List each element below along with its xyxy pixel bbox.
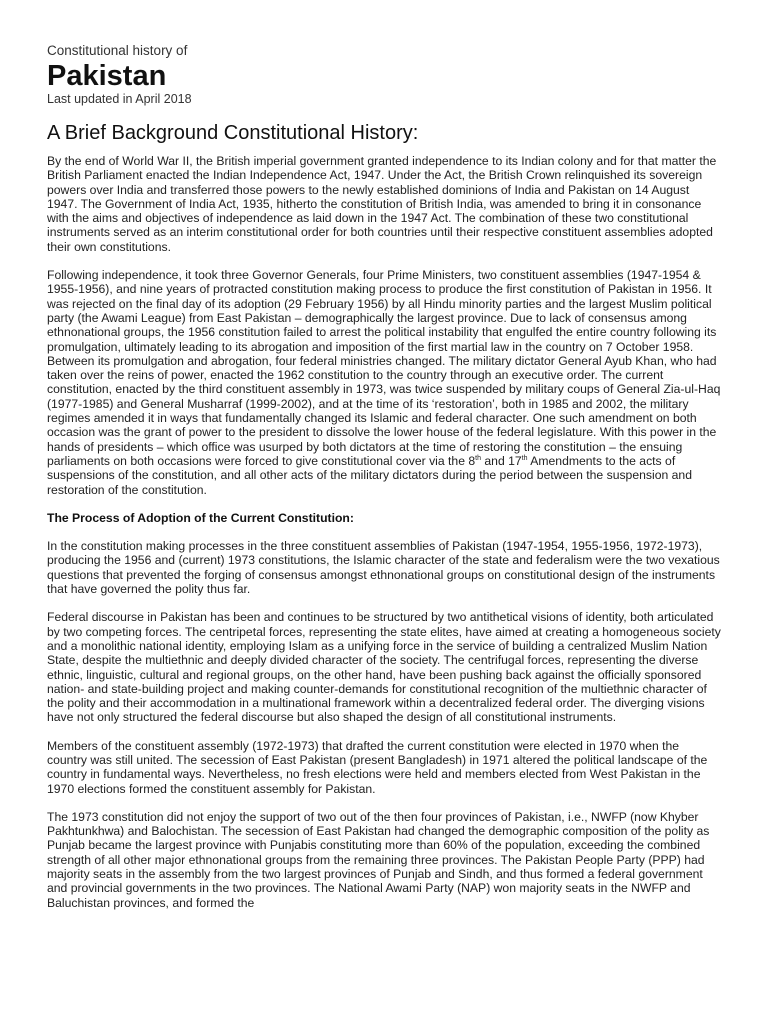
section-heading: A Brief Background Constitutional History:	[47, 122, 419, 144]
paragraph-4: Federal discourse in Pakistan has been and continues to be structured by two antithetical visions of identity, both articulated by two competing forces. The centripetal forces, representing the state elites, have aimed at creating a homogeneous society and a monolithic national identity, employing Islam as a unifying force in the service of building a centralized Muslim Nation State, despite the multiethnic and deeply divided character of the society. The centrifugal forces, representing the diverse ethnic, linguistic, cultural and regional groups, on the other hand, have been pushing back against the officially sponsored nation- and state-building project and making counter-demands for constitutional recognition of the multiethnic character of the polity and their accommodation in a multinational framework within a decentralized federal order. The diverging visions have not only structured the federal discourse but also shaped the design of all constitutional instruments.	[47, 610, 721, 725]
paragraph-2-part-c: Amendments to the acts of suspensions of the constitution, and all other acts of the military dictators during the period between the suspension and restoration of the constitution.	[47, 453, 692, 497]
paragraph-2	[47, 268, 721, 497]
paragraph-1: By the end of World War II, the British imperial government granted independence to its Indian colony and for that matter the British Parliament enacted the Indian Independence Act, 1947. Under the Act, the British Crown relinquished its sovereign powers over India and transferred those powers to the newly established dominions of India and Pakistan on 14 August 1947. The Government of India Act, 1935, hitherto the constitution of British India, was amended to bring it in consonance with the aims and objectives of independence as laid down in the 1947 Act. The combination of these two constitutional instruments served as an interim constitutional order for both countries until their respective constituent assemblies adopted their own constitutions.	[47, 154, 717, 254]
last-updated: Last updated in April 2018	[47, 92, 192, 106]
paragraph-6: The 1973 constitution did not enjoy the support of two out of the then four provinces of Pakistan, i.e., NWFP (now Khyber Pakhtunkhwa) and Balochistan. The secession of East Pakistan had changed the demographic composition of the polity as Punjab became the largest province with Punjabis constituting more than 60% of the population, exceeding the combined strength of all other major ethnonational groups from the remaining three provinces. The Pakistan People Party (PPP) had majority seats in the assembly from the two largest provinces of Punjab and Sindh, and thus formed a federal government and provincial governments in the two provinces. The National Awami Party (NAP) won majority seats in the NWFP and Baluchistan provinces, and formed the	[47, 809, 710, 910]
paragraph-3: In the constitution making processes in the three constituent assemblies of Pakistan (1947-1954, 1955-1956, 1972-1973), producing the 1956 and (current) 1973 constitutions, the Islamic character of the state and federalism were the two vexatious questions that prevented the forging of consensus amongst ethnonational groups on constitutional design of the instruments that have governed the polity thus far.	[47, 539, 720, 597]
document-subtitle: Constitutional history of	[47, 43, 188, 58]
paragraph-2-part-a: Following independence, it took three Governor Generals, four Prime Ministers, two constituent assemblies (1947-1954 & 1955-1956), and nine years of protracted constitution making process to produce the first constitution of Pakistan in 1956. It was rejected on the final day of its adoption (29 February 1956) by all Hindu minority parties and the largest Muslim political party (the Awami League) from East Pakistan – demographically the largest province. Due to lack of consensus among ethnonational groups, the 1956 constitution failed to arrest the political instability that engulfed the entire country following its promulgation, ultimately leading to its abrogation and imposition of the first martial law in the country on 7 October 1958. Between its promulgation and abrogation, four federal ministries changed. The military dictator General Ayub Khan, who had taken over the reins of power, enacted the 1962 constitution to the country through an executive order. The current constitution, enacted by the third constituent assembly in 1973, was twice suspended by military coups of General Zia-ul-Haq (1977-1985) and General Musharraf (1999-2002), and at the time of its ‘restoration’, both in 1985 and 2002, the military regimes amended it in ways that fundamentally changed its Islamic and federal character. One such amendment on both occasion was the grant of power to the president to dissolve the lower house of the federal legislature. With this power in the hands of presidents – which office was usurped by both dictators at the time of restoring the constitution – the ensuing parliaments on both occasions were forced to give constitutional cover via the 8	[47, 268, 721, 468]
adoption-process-heading: The Process of Adoption of the Current Constitution:	[47, 510, 354, 525]
paragraph-5: Members of the constituent assembly (1972-1973) that drafted the current constitution were elected in 1970 when the country was still united. The secession of East Pakistan (present Bangladesh) in 1971 altered the political landscape of the country in fundamental ways. Nevertheless, no fresh elections were held and members elected from West Pakistan in the 1970 elections formed the constituent assembly for Pakistan.	[47, 738, 708, 796]
ordinal-suffix-8th: th	[475, 454, 481, 462]
document-title: Pakistan	[47, 60, 167, 92]
ordinal-suffix-17th: th	[521, 454, 528, 462]
paragraph-2-part-b: and 17	[481, 453, 522, 468]
